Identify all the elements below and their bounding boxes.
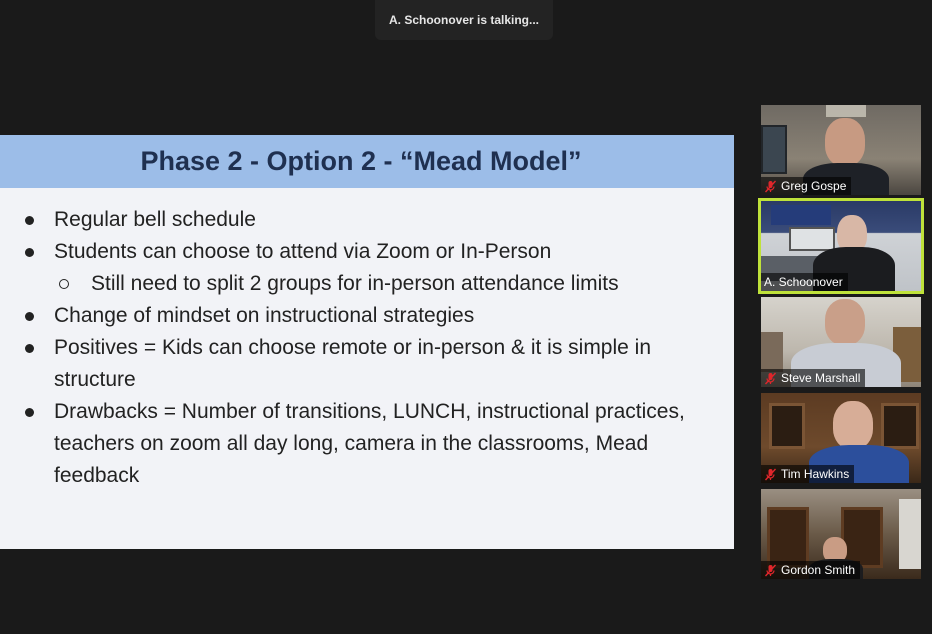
talking-indicator-text: A. Schoonover is talking... (388, 13, 540, 27)
sub-bullet-item: Still need to split 2 groups for in-person attendance limits (0, 268, 734, 300)
bullet-circle-icon (59, 279, 69, 289)
talking-indicator (375, 0, 553, 40)
muted-mic-icon (764, 180, 777, 193)
bullet-dot-icon (25, 248, 34, 257)
bullet-item: Students can choose to attend via Zoom or In-Person (0, 236, 734, 268)
shared-screen-slide (0, 135, 734, 549)
participant-name: Greg Gospe (781, 179, 847, 193)
muted-mic-icon (764, 468, 777, 481)
participant-name: Gordon Smith (781, 563, 856, 577)
slide-header (0, 135, 734, 188)
bullet-item: Positives = Kids can choose remote or in-person & it is simple in structure (0, 332, 734, 396)
participant-tile-tim-hawkins[interactable] (761, 393, 921, 483)
participant-tile-a-schoonover[interactable] (761, 201, 921, 291)
participant-tile-steve-marshall[interactable] (761, 297, 921, 387)
muted-mic-icon (764, 372, 777, 385)
bullet-dot-icon (25, 216, 34, 225)
participant-nameplate (761, 177, 851, 195)
bullet-dot-icon (25, 344, 34, 353)
participant-nameplate (761, 273, 848, 291)
bullet-item: Change of mindset on instructional strategies (0, 300, 734, 332)
participant-tile-greg-gospe[interactable] (761, 105, 921, 195)
bullet-dot-icon (25, 312, 34, 321)
participant-tile-gordon-smith[interactable] (761, 489, 921, 579)
muted-mic-icon (764, 564, 777, 577)
participant-nameplate (761, 561, 860, 579)
slide-title: Phase 2 - Option 2 - “Mead Model” (140, 146, 582, 176)
bullet-item: Drawbacks = Number of transitions, LUNCH, instructional practices, teachers on zoom all day long, camera in the classrooms, Mead feedback (0, 396, 734, 492)
participant-nameplate (761, 369, 865, 387)
bullet-item: Regular bell schedule (0, 204, 734, 236)
participant-name: Steve Marshall (781, 371, 861, 385)
participant-name: A. Schoonover (764, 275, 843, 289)
participant-name: Tim Hawkins (781, 467, 850, 481)
slide-bullet-list (0, 188, 734, 492)
bullet-dot-icon (25, 408, 34, 417)
participant-nameplate (761, 465, 854, 483)
